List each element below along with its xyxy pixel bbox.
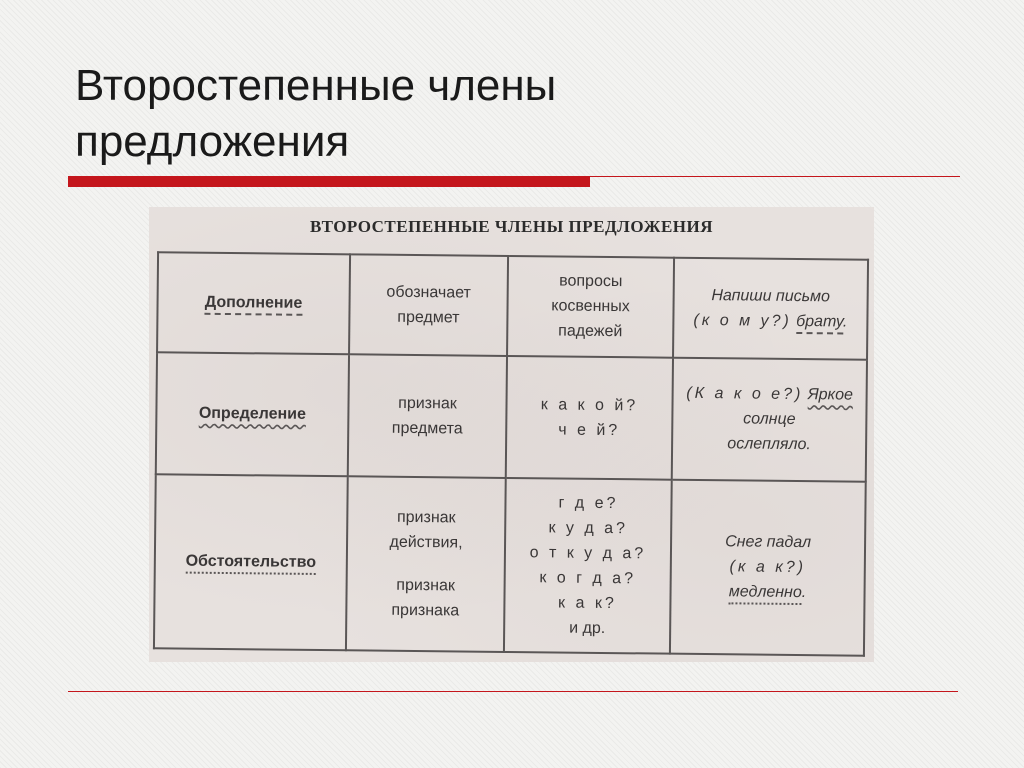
example-cell bbox=[672, 357, 867, 481]
question-text: и др. bbox=[569, 619, 606, 637]
example-question: (к о м у?) bbox=[693, 311, 792, 330]
example-text: солнце bbox=[743, 410, 796, 429]
questions-cell bbox=[504, 478, 672, 654]
example-cell bbox=[673, 258, 868, 360]
question-text: к о г д а? bbox=[539, 569, 637, 588]
example-object-word: брату bbox=[796, 313, 843, 334]
slide-title-line-2: предложения bbox=[75, 117, 350, 166]
title-accent-bar bbox=[68, 176, 590, 187]
term-cell bbox=[156, 352, 349, 476]
example-adverbial-word: медленно bbox=[729, 584, 802, 606]
example-text: Снег падал bbox=[725, 533, 812, 552]
meaning-text: признак bbox=[398, 394, 457, 413]
grammar-table bbox=[153, 251, 869, 656]
footer-divider-line bbox=[68, 691, 958, 692]
question-text: к а к о й? bbox=[540, 395, 639, 415]
question-text: ч е й? bbox=[558, 421, 621, 439]
scanned-textbook-table bbox=[149, 207, 874, 662]
table-row bbox=[156, 352, 867, 482]
slide-title-line-1: Второстепенные члены bbox=[75, 61, 557, 110]
term-label: Обстоятельство bbox=[186, 553, 317, 575]
term-label: Определение bbox=[198, 404, 307, 424]
example-attribute-word: Яркое bbox=[807, 386, 854, 404]
example-line bbox=[680, 308, 860, 335]
spacer bbox=[354, 554, 498, 574]
meaning-cell bbox=[349, 254, 508, 355]
term-cell bbox=[154, 474, 348, 650]
term-cell bbox=[157, 252, 350, 354]
question-text: к а к? bbox=[558, 594, 617, 613]
example-question: (К а к о е?) bbox=[686, 385, 804, 404]
question-text: косвенных bbox=[551, 297, 630, 316]
meaning-text: действия, bbox=[389, 533, 463, 552]
table-heading: ВТОРОСТЕПЕННЫЕ ЧЛЕНЫ ПРЕДЛОЖЕНИЯ bbox=[309, 217, 714, 236]
meaning-text: предмета bbox=[391, 419, 463, 438]
question-text: падежей bbox=[558, 322, 623, 341]
example-text: ослепляло. bbox=[727, 435, 811, 454]
meaning-text: признака bbox=[391, 601, 460, 620]
meaning-text: признак bbox=[396, 576, 455, 595]
meaning-text: обозначает bbox=[386, 283, 471, 302]
term-label: Дополнение bbox=[205, 294, 303, 316]
title-divider-line bbox=[590, 176, 960, 177]
question-text: о т к у д а? bbox=[529, 544, 647, 563]
example-text: Напиши письмо bbox=[711, 286, 831, 306]
question-text: к у д а? bbox=[548, 519, 629, 538]
example-punctuation: . bbox=[801, 584, 807, 602]
meaning-text: признак bbox=[396, 508, 456, 527]
questions-cell bbox=[507, 256, 674, 357]
example-line bbox=[680, 381, 860, 408]
meaning-text: предмет bbox=[397, 308, 460, 327]
question-text: вопросы bbox=[559, 272, 623, 291]
example-punctuation: . bbox=[842, 313, 848, 331]
example-question: (к а к?) bbox=[729, 558, 807, 577]
questions-cell bbox=[506, 355, 673, 479]
table-row bbox=[154, 474, 866, 656]
example-line bbox=[677, 579, 857, 606]
meaning-cell bbox=[346, 476, 506, 652]
example-cell bbox=[670, 480, 866, 656]
meaning-cell bbox=[348, 354, 507, 478]
slide-title bbox=[75, 58, 775, 170]
table-row bbox=[157, 252, 868, 359]
question-text: г д е? bbox=[558, 494, 619, 513]
